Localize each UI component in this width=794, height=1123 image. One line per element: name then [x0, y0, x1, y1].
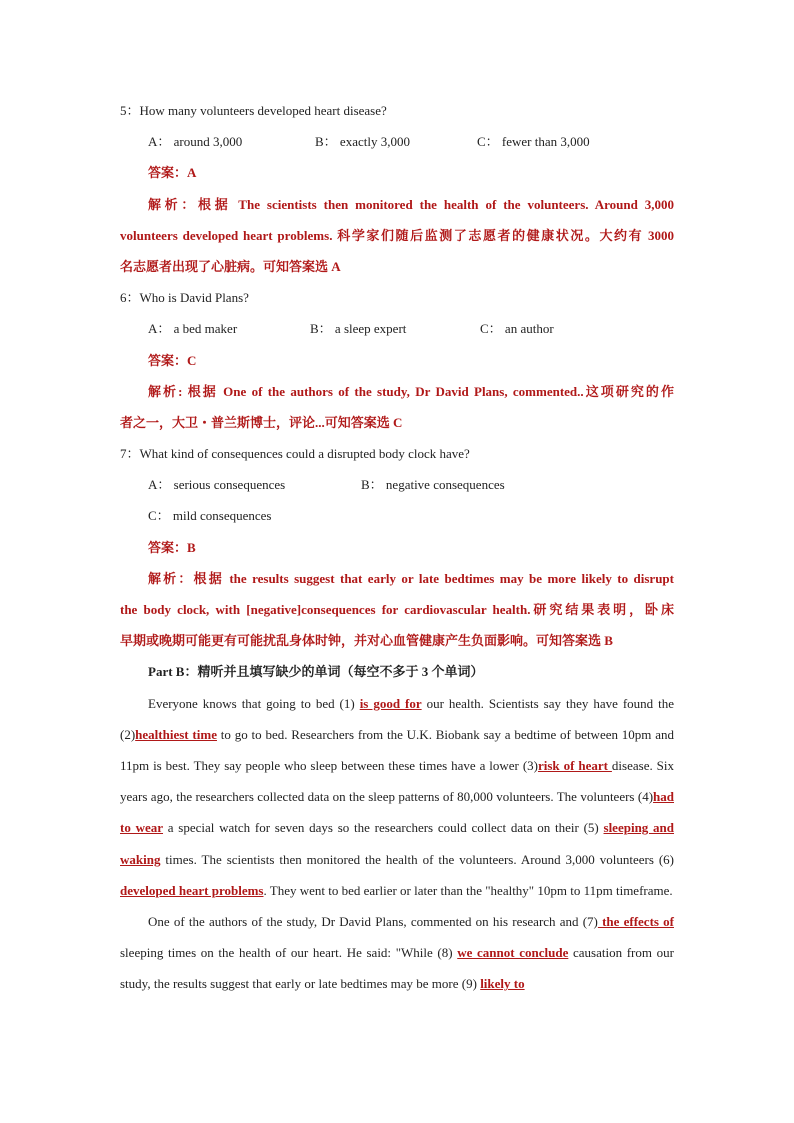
- option-a: A： a bed maker: [148, 321, 238, 337]
- answer-6: 答案：C: [148, 352, 197, 368]
- question-6-options: [120, 313, 674, 344]
- option-b: B： a sleep expert: [310, 321, 407, 337]
- explanation-7-line-3: 早期或晚期可能更有可能扰乱身体时钟，并对心血管健康产生负面影响。可知答案选 B: [120, 633, 613, 649]
- blank-answer-8: we cannot conclude: [457, 945, 569, 961]
- explanation-7-line-1: 解析：根据 the results suggest that early or late bedtimes may be more likely to disrupt: [148, 570, 674, 586]
- passage-text: One of the authors of the study, Dr David Plans, commented on his research and (7): [148, 913, 598, 929]
- answer-7: 答案：B: [148, 539, 196, 555]
- passage-text: times. The scientists then monitored the health of the volunteers. Around 3,000 volunteers (6): [160, 851, 674, 867]
- question-7: 7：What kind of consequences could a disrupted body clock have?: [120, 446, 470, 462]
- option-c: C： mild consequences: [148, 508, 272, 524]
- explanation-6-line-1: 解析: 根据 One of the authors of the study, Dr David Plans, commented..这项研究的作: [148, 383, 674, 399]
- blank-answer-6: developed heart problems: [120, 882, 264, 898]
- passage-text: . They went to bed earlier or later than the "healthy" 10pm to 11pm timeframe.: [263, 882, 673, 898]
- question-7-options-row-2: [120, 500, 674, 531]
- explanation-6-line-2: 者之一，大卫・普兰斯博士，评论...可知答案选 C: [120, 414, 403, 430]
- passage-text: our health. Scientists say they have found the (2): [120, 695, 675, 742]
- answer-5: 答案：A: [148, 165, 197, 181]
- passage-text: disease. Six years ago, the researchers collected data on the sleep patterns of 80,000 volunteers. The volunteers (4): [120, 757, 674, 805]
- question-7-options-row-1: [120, 469, 674, 500]
- passage-text: causation from our study, the results suggest that early or late bedtimes may be more (9): [120, 945, 674, 992]
- question-5: 5：How many volunteers developed heart disease?: [120, 103, 387, 118]
- explanation-5-line-2: volunteers developed heart problems. 科学家们随后监测了志愿者的健康状况。大约有 3000: [120, 227, 674, 243]
- passage-text: Everyone knows that going to bed (1): [148, 695, 360, 711]
- passage-text: a special watch for seven days so the researchers could collect data on their (5): [163, 820, 604, 836]
- explanation-5-line-3: 名志愿者出现了心脏病。可知答案选 A: [120, 258, 341, 274]
- option-c: C： fewer than 3,000: [477, 134, 590, 150]
- passage-paragraph-2: [120, 906, 674, 1000]
- option-b: B： exactly 3,000: [315, 134, 410, 150]
- blank-answer-3: risk of heart: [537, 757, 612, 773]
- blank-answer-5: sleeping and waking: [120, 820, 675, 867]
- explanation-5-line-1: 解析：根据 The scientists then monitored the health of the volunteers. Around 3,000: [148, 196, 674, 212]
- passage-paragraph-1: [120, 688, 674, 906]
- blank-answer-9: likely to: [480, 976, 525, 992]
- question-5-options: [120, 126, 674, 157]
- blank-answer-1: is good for: [359, 695, 422, 711]
- passage-text: to go to bed. Researchers from the U.K. Biobank say a bedtime of between 10pm and 11pm is best. They say people who sleep between these times have a lower (3): [120, 726, 674, 773]
- part-b-heading: Part B：精听并且填写缺少的单词（每空不多于 3 个单词）: [148, 664, 484, 680]
- explanation-7-line-2: the body clock, with [negative]consequences for cardiovascular health.研究结果表明，卧床: [120, 602, 674, 617]
- question-6: 6：Who is David Plans?: [120, 290, 249, 306]
- option-a: A： around 3,000: [148, 134, 243, 150]
- passage-text: sleeping times on the health of our heart. He said: "While (8): [120, 945, 458, 961]
- blank-answer-7: the effects of: [597, 913, 674, 929]
- option-c: C： an author: [480, 321, 554, 337]
- document-page: [120, 95, 674, 1000]
- blank-answer-4: had to wear: [120, 789, 674, 836]
- option-a: A： serious consequences: [148, 477, 286, 493]
- blank-answer-2: healthiest time: [135, 726, 217, 742]
- option-b: B： negative consequences: [361, 477, 505, 493]
